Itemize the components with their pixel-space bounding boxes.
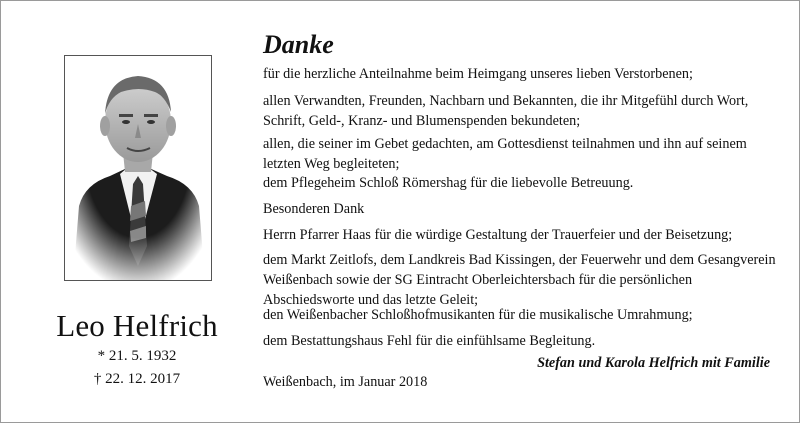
thanks-paragraph: den Weißenbacher Schloßhofmusikanten für die musikalische Umrahmung;: [263, 307, 693, 323]
thanks-paragraph: allen Verwandten, Freunden, Nachbarn und Bekannten, die ihr Mitgefühl durch Wort, Schrift, Geld-, Kranz- und Blumenspenden bekundeten;: [263, 93, 749, 129]
portrait-image: [65, 56, 211, 280]
thanks-paragraph: Herrn Pfarrer Haas für die würdige Gestaltung der Trauerfeier und der Beisetzung;: [263, 227, 733, 243]
birth-date: * 21. 5. 1932: [97, 348, 177, 364]
left-column: [0, 0, 260, 423]
thanks-paragraph: allen, die seiner im Gebet gedachten, am Gottesdienst teilnahmen und ihn auf seinem letzten Weg begleiteten;: [263, 136, 747, 172]
death-date: † 22. 12. 2017: [93, 371, 181, 387]
thanks-paragraph: dem Bestattungshaus Fehl für die einfühlsame Begleitung.: [263, 333, 596, 349]
thanks-paragraph: für die herzliche Anteilnahme beim Heimgang unseres lieben Verstorbenen;: [263, 66, 693, 82]
special-thanks-label: Besonderen Dank: [263, 201, 365, 217]
family-signature: Stefan und Karola Helfrich mit Familie: [537, 355, 770, 371]
thanks-paragraph: dem Markt Zeitlofs, dem Landkreis Bad Kissingen, der Feuerwehr und dem Gesangverein Weißenbach sowie der SG Eintracht Oberleichtersbach für die persönlichen Abschiedsworte und das letzte Geleit;: [263, 252, 776, 308]
thanks-paragraph: dem Pflegeheim Schloß Römershag für die liebevolle Betreuung.: [263, 175, 634, 191]
portrait-photo: [64, 55, 212, 281]
deceased-name: Leo Helfrich: [56, 308, 218, 343]
place-and-date: Weißenbach, im Januar 2018: [263, 374, 428, 390]
notice-heading: Danke: [263, 30, 334, 59]
